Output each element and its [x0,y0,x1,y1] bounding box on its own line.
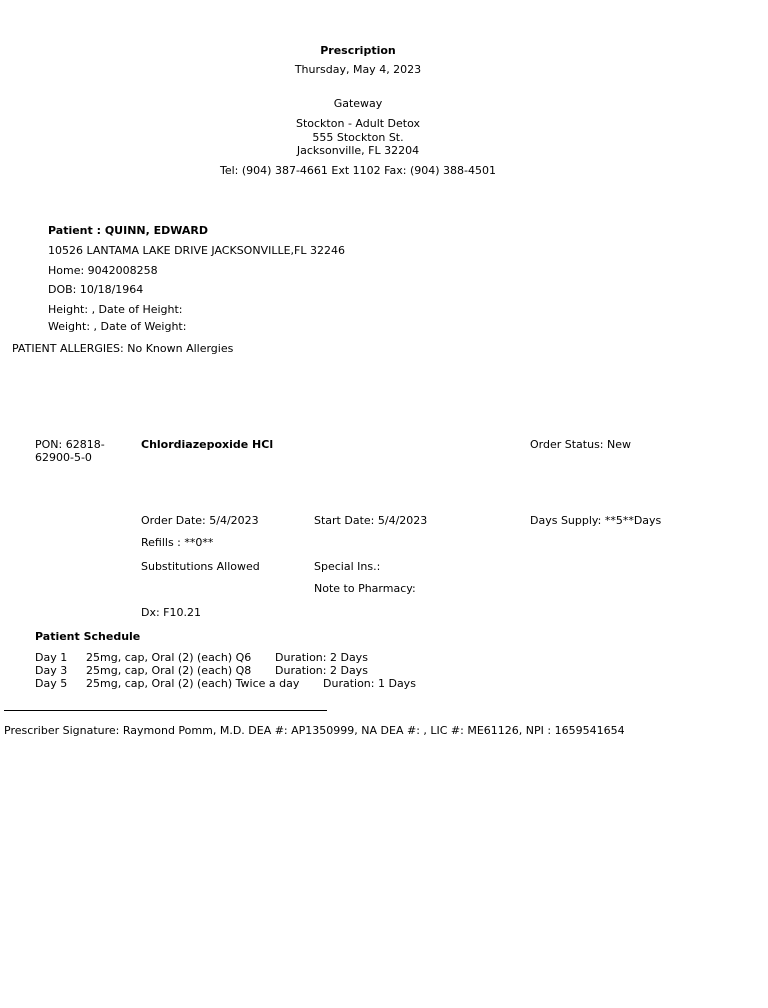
schedule-row-dose: 25mg, cap, Oral (2) (each) Twice a day [86,677,300,690]
order-days-supply: Days Supply: **5**Days [530,514,662,527]
document-title: Prescription [320,44,396,57]
schedule-row-duration: Duration: 1 Days [323,677,416,690]
patient-allergies: PATIENT ALLERGIES: No Known Allergies [12,342,234,355]
order-note-to-pharmacy: Note to Pharmacy: [314,582,416,595]
prescriber-signature: Prescriber Signature: Raymond Pomm, M.D. DEA #: AP1350999, NA DEA #: , LIC #: ME61126, NPI : 1659541654 [4,724,625,737]
schedule-row-duration: Duration: 2 Days [275,651,368,664]
schedule-row-dose: 25mg, cap, Oral (2) (each) Q8 [86,664,252,677]
patient-weight: Weight: , Date of Weight: [48,320,187,333]
schedule-row-day: Day 1 [35,651,68,664]
organization-name: Gateway [333,97,383,110]
patient-address: 10526 LANTAMA LAKE DRIVE JACKSONVILLE,FL 32246 [48,244,345,257]
facility-street: 555 Stockton St. [312,131,404,144]
schedule-row-dose: 25mg, cap, Oral (2) (each) Q6 [86,651,252,664]
order-date: Order Date: 5/4/2023 [141,514,259,527]
patient-name: Patient : QUINN, EDWARD [48,224,209,237]
order-substitutions: Substitutions Allowed [141,560,260,573]
facility-city: Jacksonville, FL 32204 [296,144,420,157]
patient-home-phone: Home: 9042008258 [48,264,158,277]
order-refills: Refills : **0** [141,536,214,549]
order-drug-name: Chlordiazepoxide HCl [141,438,274,451]
facility-name: Stockton - Adult Detox [295,117,421,130]
order-pon-line1: PON: 62818- [35,438,105,451]
patient-dob: DOB: 10/18/1964 [48,283,144,296]
order-pon-line2: 62900-5-0 [35,451,92,464]
order-special-instructions: Special Ins.: [314,560,381,573]
signature-line [4,710,327,711]
order-start-date: Start Date: 5/4/2023 [314,514,428,527]
order-diagnosis: Dx: F10.21 [141,606,202,619]
document-date: Thursday, May 4, 2023 [294,63,422,76]
schedule-title: Patient Schedule [35,630,141,643]
schedule-row-duration: Duration: 2 Days [275,664,368,677]
schedule-row-day: Day 3 [35,664,68,677]
order-status: Order Status: New [530,438,632,451]
schedule-row-day: Day 5 [35,677,68,690]
facility-contact: Tel: (904) 387-4661 Ext 1102 Fax: (904) 388-4501 [220,164,496,177]
patient-height: Height: , Date of Height: [48,303,183,316]
